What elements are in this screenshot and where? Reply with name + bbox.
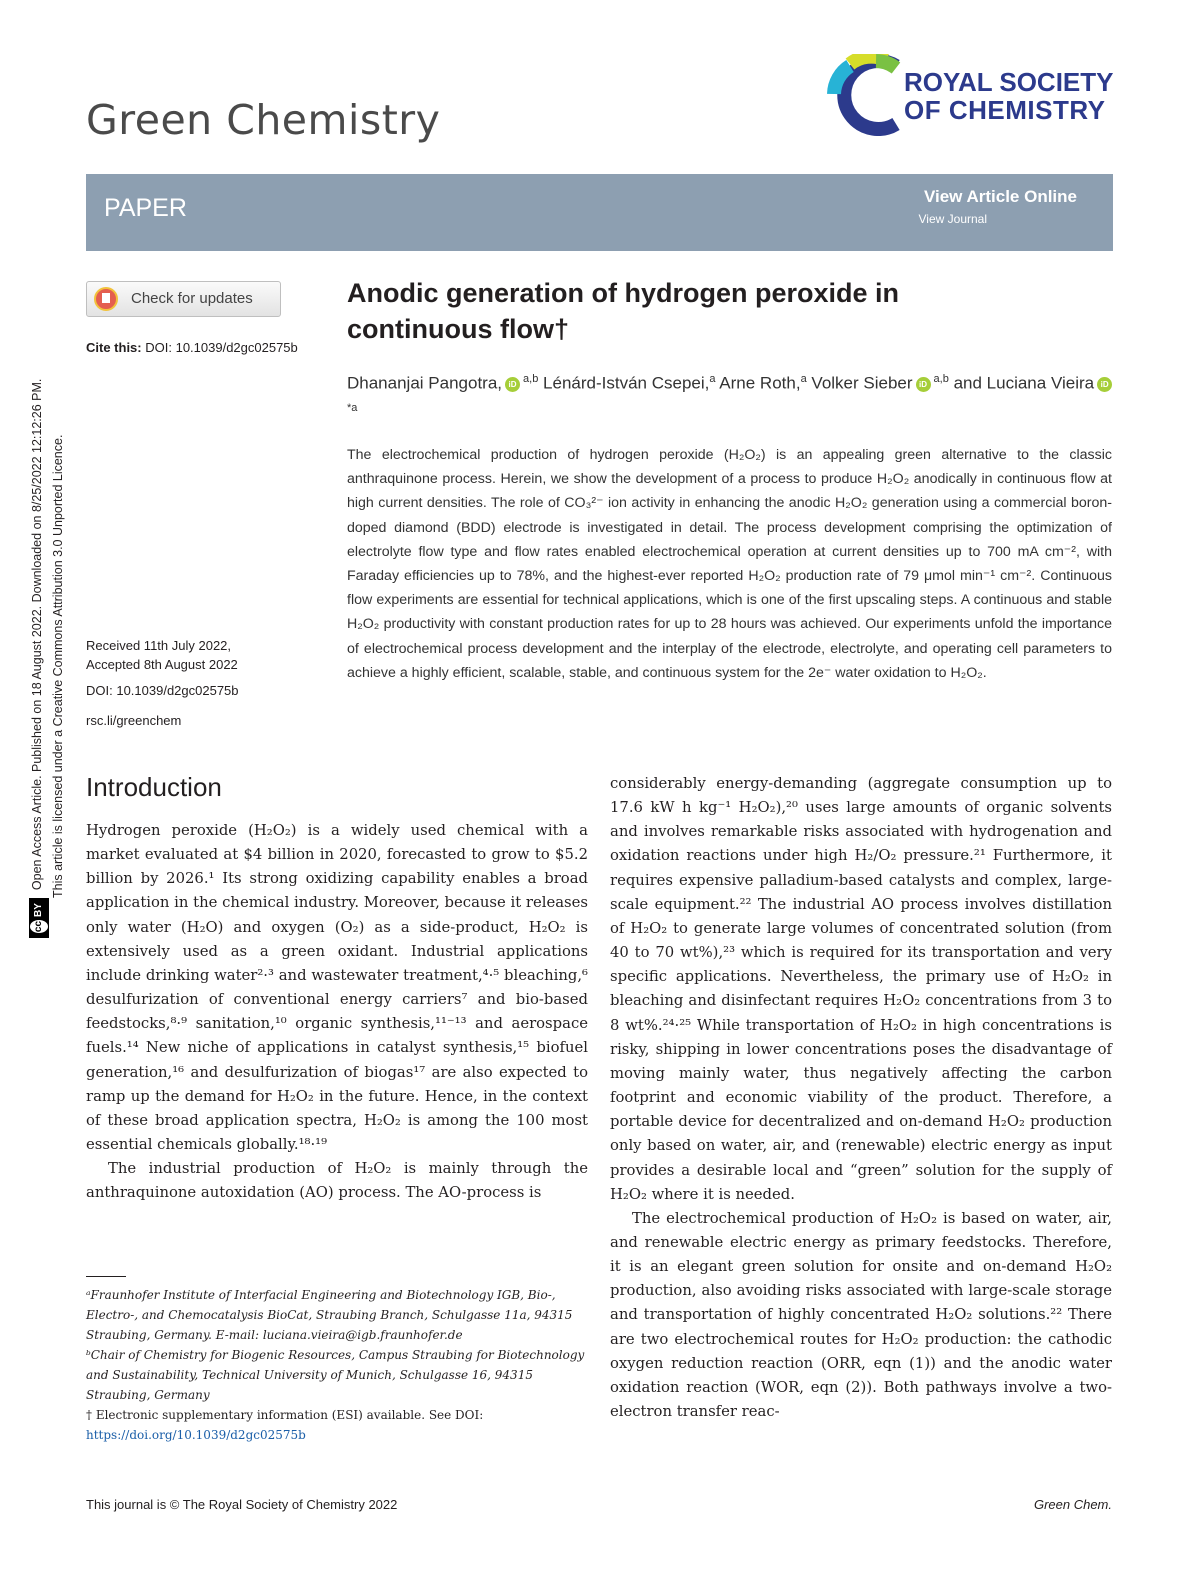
author-name[interactable]: Arne Roth, (719, 373, 801, 393)
open-access-line: Open Access Article. Published on 18 August 2022. Downloaded on 8/25/2022 12:12:26 PM. (30, 378, 44, 891)
author-affiliation: a (709, 373, 716, 385)
author-name[interactable]: Lénárd-István Csepei, (543, 373, 710, 393)
section-banner (86, 174, 1113, 251)
article-title-line1: Anodic generation of hydrogen peroxide in (347, 278, 900, 308)
publisher-name (904, 68, 1114, 124)
author-name[interactable]: Dhananjai Pangotra, (347, 373, 503, 393)
paragraph: The electrochemical production of H₂O₂ is based on water, air, and renewable electric energy as primary feedstocks. Therefore, it is an elegant green solution for onsite and on-demand H₂O₂ production, also avoiding risks associated with large-scale storage and transportation of highly concentrated H₂O₂ solutions.²² There are two electrochemical routes for H₂O₂ production: the cathodic oxygen reduction reaction (ORR, eqn (1)) and the anodic water oxidation reaction (WOR, eqn (2)). Both pathways involve a two-electron transfer reac- (610, 1209, 1112, 1421)
article-doi: DOI: 10.1039/d2gc02575b (86, 683, 239, 698)
licence-line[interactable]: This article is licensed under a Creative Commons Attribution 3.0 Unported Licence. (51, 434, 65, 898)
journal-link[interactable]: rsc.li/greenchem (86, 713, 182, 728)
cc-icon: cc (30, 920, 48, 933)
view-article-online-link[interactable]: View Article Online (923, 187, 1077, 206)
author-list (347, 367, 1117, 424)
author-affiliation: *a (347, 401, 358, 414)
check-for-updates-button[interactable] (86, 281, 281, 317)
footnote-divider (86, 1276, 126, 1277)
article-dates (86, 636, 238, 674)
cc-by-badge[interactable] (29, 898, 49, 938)
accepted-date: Accepted 8th August 2022 (86, 657, 238, 672)
publisher-line2: OF CHEMISTRY (904, 95, 1106, 125)
cite-this (86, 340, 298, 355)
paragraph: considerably energy-demanding (aggregate consumption up to 17.6 kW h kg⁻¹ H₂O₂),²⁰ uses large amounts of organic solvents and involves remarkable risks associated with hydrogenation and oxidation reactions under high H₂/O₂ pressure.²¹ Furthermore, it requires expensive palladium-based catalysts and complex, large-scale equipment.²² The industrial AO process involves distillation of H₂O₂ to generate large volumes of concentrated solution (from 40 to 70 wt%),²³ which is required for its transportation and very specific applications. Nevertheless, the primary use of H₂O₂ in bleaching and disinfectant requires H₂O₂ concentrations from 3 to 8 wt%.²⁴·²⁵ While transportation of H₂O₂ in high concentrations is risky, shipping in lower concentrations poses the disadvantage of moving mainly water, thus negatively affecting the carbon footprint and economic viability of the product. Therefore, a portable device for decentralized and on-demand H₂O₂ production only based on water, air, and (renewable) electric energy as input provides a desirable local and “green” solution for the supply of H₂O₂ where it is needed. (610, 775, 1112, 1203)
abstract: The electrochemical production of hydrogen peroxide (H₂O₂) is an appealing green alternative to the classic anthraquinone process. Herein, we show the development of a process to produce H₂O₂ anodically in continuous flow at high current densities. The role of CO₃²⁻ ion activity in enhancing the anodic H₂O₂ generation using a commercial boron-doped diamond (BDD) electrode is investigated in detail. The process development comprising the optimization of electrolyte flow type and flow rates enabled electrochemical operation at current densities up to 700 mA cm⁻², with Faraday efficiencies up to 78%, and the highest-ever reported H₂O₂ production rate of 79 μmol min⁻¹ cm⁻². Continuous flow experiments are essential for technical applications, which is one of the first upscaling steps. A continuous and stable H₂O₂ productivity with constant production rates for up to 28 hours was achieved. Our experiments unfold the importance of electrochemical process development and the interplay of the electrode, electrolyte, and operating cell parameters to achieve a highly efficient, scalable, stable, and continuous system for the 2e⁻ water oxidation to H₂O₂. (347, 447, 1112, 681)
footnote-affiliation-a: ᵃFraunhofer Institute of Interfacial Engineering and Biotechnology IGB, Bio-, Electro-, and Chemocatalysis BioCat, Straubing Branch, Schulgasse 11a, 94315 Straubing, Germany. E-mail: luciana.vieira@igb.fraunhofer.de (86, 1288, 573, 1342)
paragraph: The industrial production of H₂O₂ is mainly through the anthraquinone autoxidation (AO) process. The AO-process is (86, 1160, 588, 1202)
bookmark-icon (94, 287, 118, 311)
article-title (347, 275, 1107, 347)
footer-journal: Green Chem. (1033, 1497, 1112, 1512)
cite-doi: DOI: 10.1039/d2gc02575b (145, 340, 298, 355)
author-affiliation: a,b (933, 373, 949, 385)
body-column-left (86, 819, 588, 1206)
article-title-line2: continuous flow† (347, 314, 569, 344)
paragraph: Hydrogen peroxide (H₂O₂) is a widely used chemical with a market evaluated at $4 billion in 2020, forecasted to grow to $5.2 billion by 2026.¹ Its strong oxidizing capability enables a broad application in the chemical industry. Moreover, because it releases only water (H₂O) and oxygen (O₂) as a side-product, H₂O₂ is extensively used as a green oxidant. Industrial applications include drinking water²·³ and wastewater treatment,⁴·⁵ bleaching,⁶ desulfurization of conventional energy carriers⁷ and bio-based feedstocks,⁸·⁹ sanitation,¹⁰ organic synthesis,¹¹⁻¹³ and aerospace fuels.¹⁴ New niche of applications in catalyst synthesis,¹⁵ biofuel generation,¹⁶ and desulfurization of biogas¹⁷ are also expected to ramp up the demand for H₂O₂ in the future. Hence, in the context of these broad application spectra, H₂O₂ is among the 100 most essential chemicals globally.¹⁸·¹⁹ (86, 822, 588, 1154)
footnote-affiliation-b: ᵇChair of Chemistry for Biogenic Resources, Campus Straubing for Biotechnology and Sustainability, Technical University of Munich, Schulgasse 16, 94315 Straubing, Germany (86, 1348, 585, 1402)
orcid-icon[interactable]: iD (505, 377, 520, 392)
footer-copyright: This journal is © The Royal Society of Chemistry 2022 (86, 1497, 398, 1512)
section-label: PAPER (104, 194, 187, 222)
esi-doi-link[interactable]: https://doi.org/10.1039/d2gc02575b (86, 1428, 306, 1442)
section-heading-introduction: Introduction (86, 772, 222, 802)
author-name[interactable]: Volker Sieber (811, 373, 913, 393)
author-name[interactable]: and Luciana Vieira (953, 373, 1095, 393)
footnote-esi: † Electronic supplementary information (ESI) available. See DOI: (86, 1408, 484, 1422)
check-for-updates-label: Check for updates (131, 290, 253, 307)
author-affiliation: a,b (523, 373, 539, 385)
open-access-notice (28, 379, 67, 938)
body-column-right (610, 772, 1112, 1424)
journal-title: Green Chemistry (86, 96, 441, 144)
orcid-icon[interactable]: iD (916, 377, 931, 392)
author-affiliation: a (800, 373, 807, 385)
publisher-line1: ROYAL SOCIETY (904, 67, 1114, 97)
cite-label: Cite this: (86, 340, 142, 355)
received-date: Received 11th July 2022, (86, 638, 232, 653)
by-label: BY (33, 903, 44, 917)
view-journal-link[interactable]: View Journal (918, 212, 987, 226)
footnotes (86, 1285, 588, 1445)
orcid-icon[interactable]: iD (1097, 377, 1112, 392)
